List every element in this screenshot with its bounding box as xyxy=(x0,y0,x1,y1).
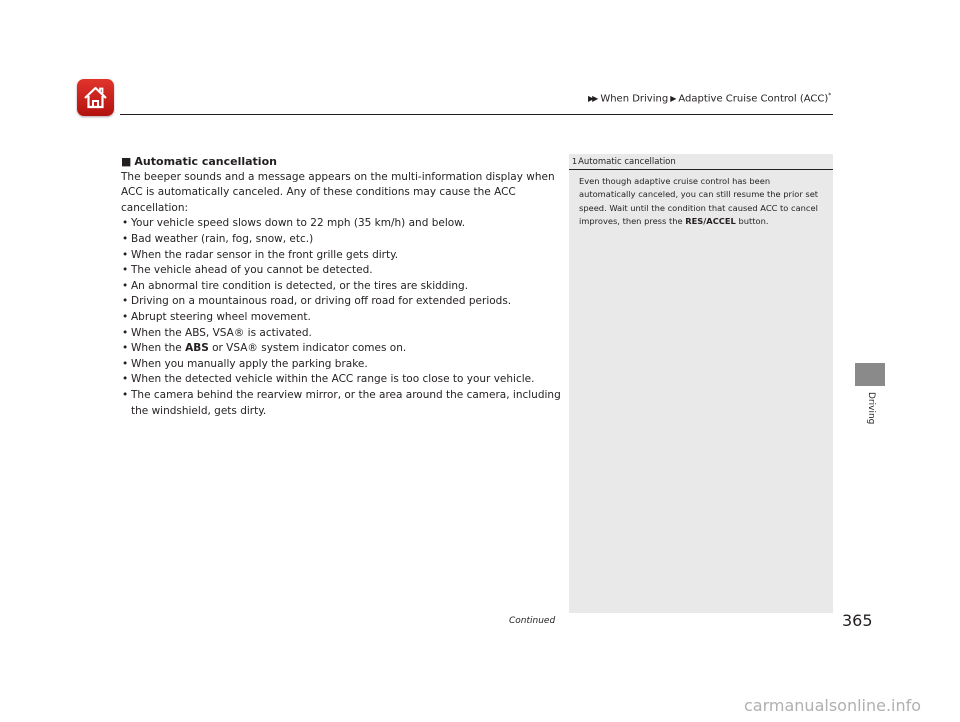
list-item: • An abnormal tire condition is detected, or the tires are skidding. xyxy=(121,279,561,295)
list-item: • Your vehicle speed slows down to 22 mph (35 km/h) and below. xyxy=(121,216,561,232)
list-item: • The camera behind the rearview mirror, or the area around the camera, including the windshield, gets dirty. xyxy=(121,388,561,419)
chapter-tab-marker xyxy=(855,363,885,386)
heading-square-icon: ■ xyxy=(121,155,132,168)
breadcrumb-arrow-icon: ▶▶ xyxy=(588,94,597,104)
list-item: • When you manually apply the parking brake. xyxy=(121,357,561,373)
breadcrumb-arrow-icon: ▶ xyxy=(670,94,677,104)
res-accel-label: RES/ACCEL xyxy=(685,216,736,227)
home-icon xyxy=(83,85,108,110)
list-item: • When the detected vehicle within the ACC range is too close to your vehicle. xyxy=(121,372,561,388)
list-item xyxy=(121,341,561,357)
list-item: • Driving on a mountainous road, or driving off road for extended periods. xyxy=(121,294,561,310)
abs-label: ABS xyxy=(185,342,209,355)
chapter-tab-label[interactable]: Driving xyxy=(866,392,876,425)
list-item-text: or VSA® system indicator comes on. xyxy=(208,342,407,355)
note-divider xyxy=(569,169,833,170)
optional-asterisk: * xyxy=(828,92,832,99)
section-heading xyxy=(121,154,561,170)
list-item: • When the ABS, VSA® is activated. xyxy=(121,326,561,342)
list-item: • Bad weather (rain, fog, snow, etc.) xyxy=(121,232,561,248)
note-body-text: Even though adaptive cruise control has been automatically canceled, you can still resume the prior set speed. Wait until the condition that caused ACC to cancel improves, then press the xyxy=(579,176,819,227)
list-item: • The vehicle ahead of you cannot be detected. xyxy=(121,263,561,279)
list-item: • When the radar sensor in the front grille gets dirty. xyxy=(121,248,561,264)
breadcrumb-item-acc[interactable]: Adaptive Cruise Control (ACC) xyxy=(678,93,829,105)
note-title[interactable] xyxy=(572,157,676,167)
breadcrumb xyxy=(588,92,831,104)
reference-icon: 1 xyxy=(572,157,578,166)
note-body xyxy=(579,175,824,229)
watermark: carmanualsonline.info xyxy=(744,696,922,715)
conditions-list xyxy=(121,216,561,419)
breadcrumb-item-when-driving[interactable]: When Driving xyxy=(600,93,669,105)
note-title-text: Automatic cancellation xyxy=(578,157,676,167)
main-content xyxy=(121,154,561,419)
list-item: • Abrupt steering wheel movement. xyxy=(121,310,561,326)
list-item-text: When the xyxy=(131,342,186,355)
note-body-text: button. xyxy=(735,216,769,227)
page-number: 365 xyxy=(842,611,873,630)
continued-label: Continued xyxy=(509,616,556,626)
intro-paragraph: The beeper sounds and a message appears on the multi-information display when ACC is automatically canceled. Any of these conditions may cause the ACC cancellation: xyxy=(121,170,555,214)
section-heading-text: Automatic cancellation xyxy=(134,155,277,168)
home-button[interactable] xyxy=(77,79,114,116)
header-divider xyxy=(120,114,833,115)
